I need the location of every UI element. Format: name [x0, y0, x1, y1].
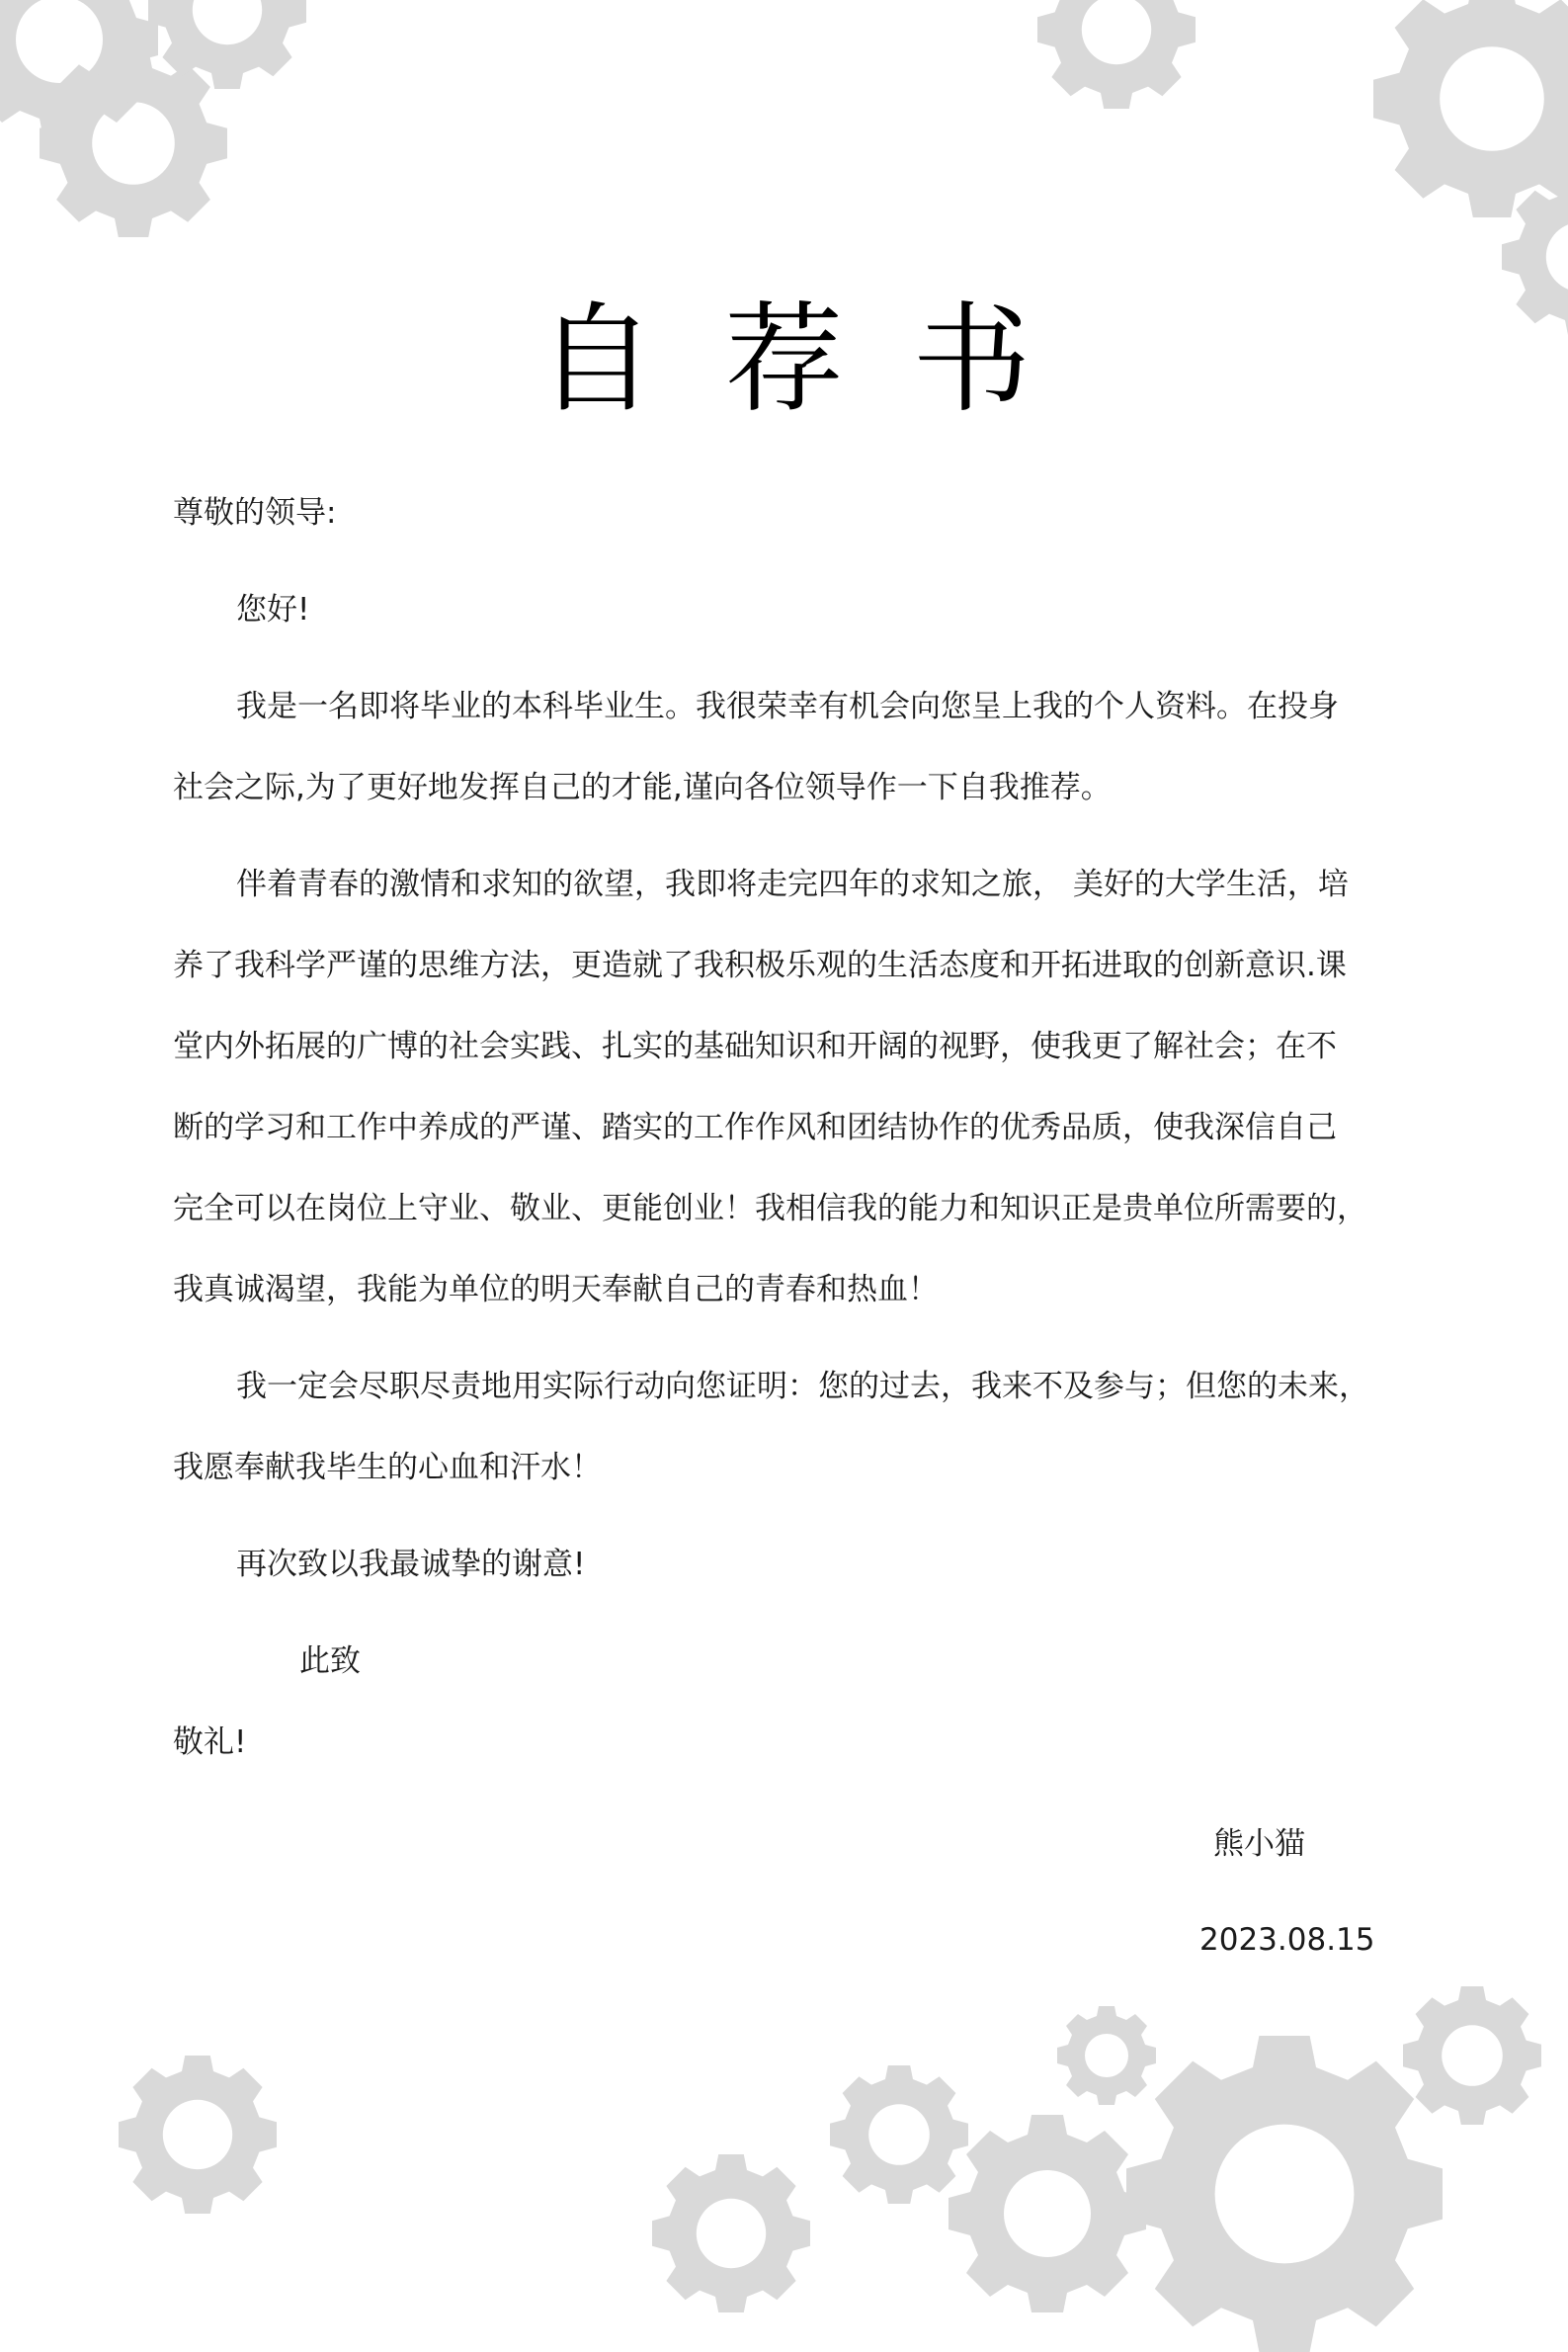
date: 2023.08.15 — [1199, 1922, 1375, 1958]
paragraph-line: 养了我科学严谨的思维方法，更造就了我积极乐观的生活态度和开拓进取的创新意识.课 — [173, 948, 1347, 983]
paragraph-line: 我是一名即将毕业的本科毕业生。我很荣幸有机会向您呈上我的个人资料。在投身 — [236, 689, 1339, 724]
closing-line: 敬礼! — [173, 1724, 247, 1760]
paragraph-line: 断的学习和工作中养成的严谨、踏实的工作作风和团结协作的优秀品质，使我深信自己 — [173, 1110, 1337, 1145]
paragraph-line: 我一定会尽职尽责地用实际行动向您证明：您的过去，我来不及参与；但您的未来， — [236, 1369, 1369, 1404]
signature: 熊小猫 — [1213, 1826, 1305, 1862]
paragraph-line: 社会之际,为了更好地发挥自己的才能,谨向各位领导作一下自我推荐。 — [173, 770, 1112, 805]
gear-icon — [1037, 0, 1196, 109]
thanks-line: 再次致以我最诚挚的谢意! — [236, 1547, 586, 1582]
paragraph-line: 伴着青春的激情和求知的欲望，我即将走完四年的求知之旅， 美好的大学生活，培 — [236, 867, 1349, 902]
gear-icon — [652, 2154, 810, 2312]
gear-icon — [148, 0, 306, 89]
letter-body — [173, 472, 1390, 1783]
paragraph-line: 我愿奉献我毕生的心血和汗水！ — [173, 1450, 602, 1485]
paragraph-line: 完全可以在岗位上守业、敬业、更能创业！我相信我的能力和知识正是贵单位所需要的， — [173, 1191, 1367, 1226]
closing-line: 此致 — [299, 1643, 361, 1679]
salutation: 尊敬的领导: — [173, 495, 337, 531]
gear-icon — [119, 2056, 277, 2214]
gear-icon — [1126, 2036, 1443, 2352]
gear-icon — [830, 2065, 968, 2204]
greeting: 您好! — [236, 592, 310, 628]
page-title: 自荐书 — [536, 292, 1101, 429]
paragraph-line: 堂内外拓展的广博的社会实践、扎实的基础知识和开阔的视野，使我更了解社会；在不 — [173, 1029, 1337, 1064]
gear-icon — [949, 2115, 1146, 2312]
paragraph-line: 我真诚渴望，我能为单位的明天奉献自己的青春和热血！ — [173, 1272, 939, 1307]
